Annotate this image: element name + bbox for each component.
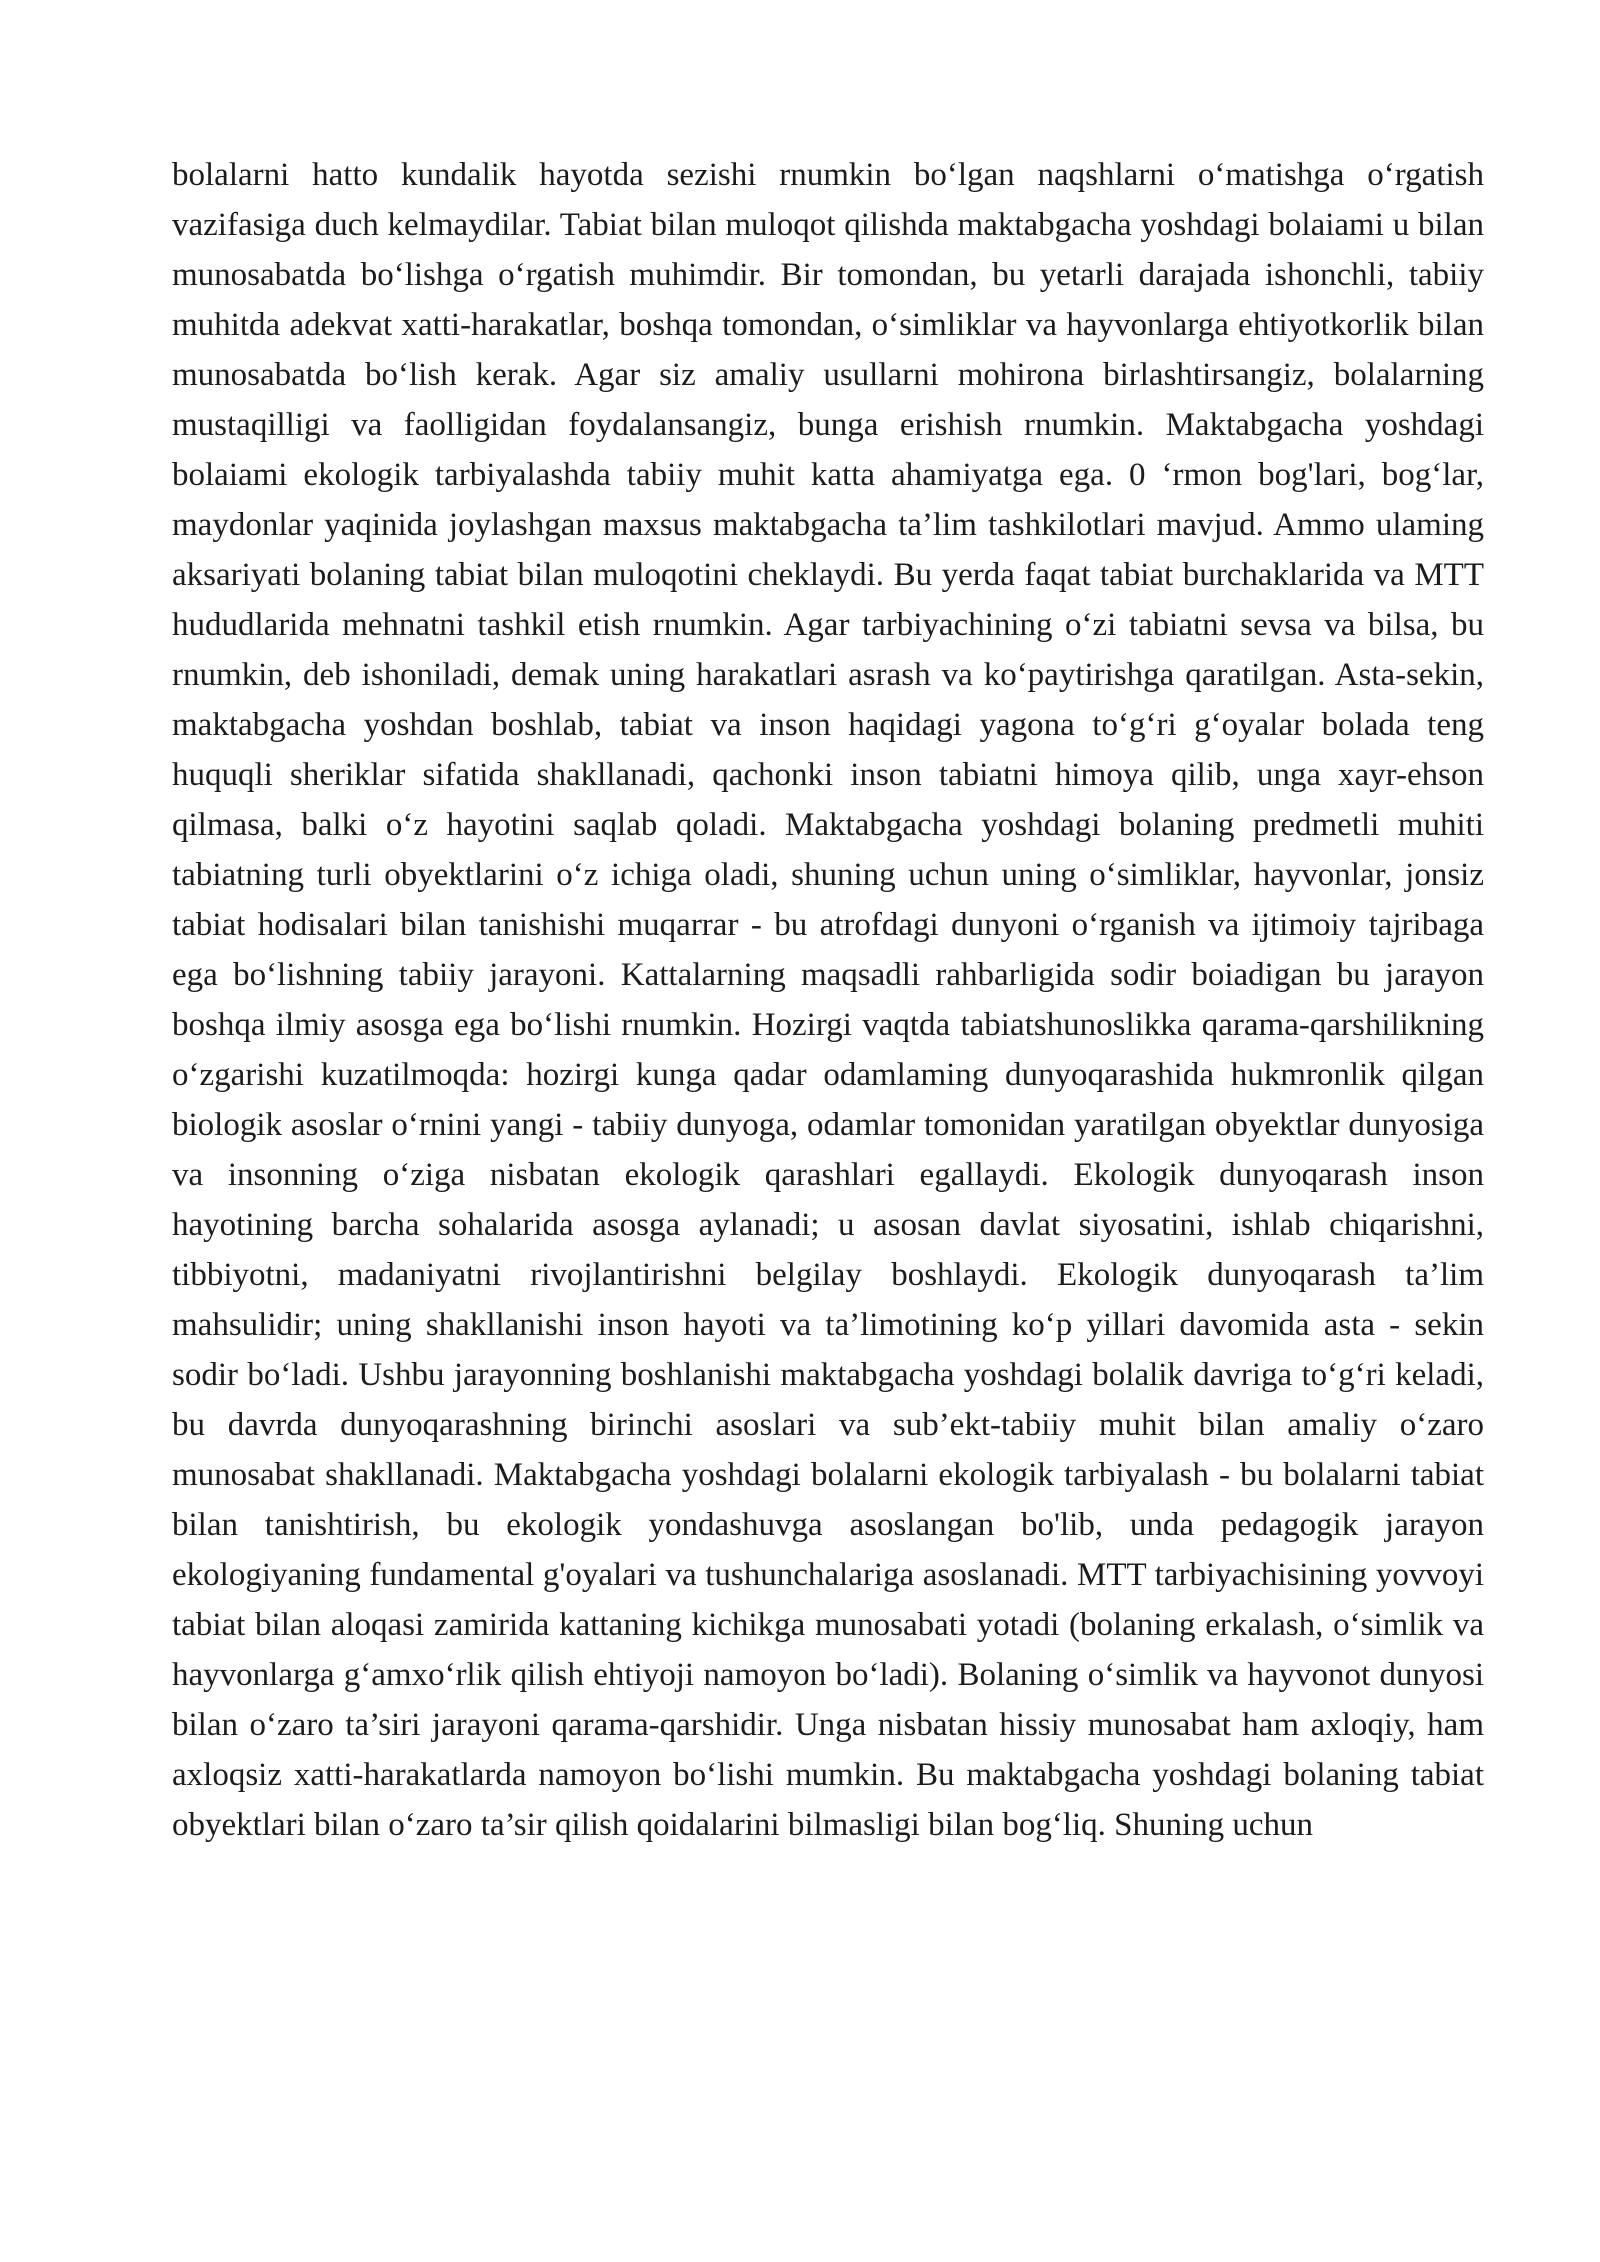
document-page [172,150,1484,1850]
body-paragraph: bolalarni hatto kundalik hayotda sezishi rnumkin bo‘lgan naqshlarni o‘matishga o‘rgatish vazifasiga duch kelmaydilar. Tabiat bilan muloqot qilishda maktabgacha yoshdagi bolaiami u bilan munosabatda bo‘lishga o‘rgatish muhimdir. Bir tomondan, bu yetarli darajada ishonchli, tabiiy muhitda adekvat xatti-harakatlar, boshqa tomondan, o‘simliklar va hayvonlarga ehtiyotkorlik bilan munosabatda bo‘lish kerak. Agar siz amaliy usullarni mohirona birlashtirsangiz, bolalarning mustaqilligi va faolligidan foydalansangiz, bunga erishish rnumkin. Maktabgacha yoshdagi bolaiami ekologik tarbiyalashda tabiiy muhit katta ahamiyatga ega. 0 ‘rmon bog'lari, bog‘lar, maydonlar yaqinida joylashgan maxsus maktabgacha ta’lim tashkilotlari mavjud. Ammo ulaming aksariyati bolaning tabiat bilan muloqotini cheklaydi. Bu yerda faqat tabiat burchaklarida va MTT hududlarida mehnatni tashkil etish rnumkin. Agar tarbiyachining o‘zi tabiatni sevsa va bilsa, bu rnumkin, deb ishoniladi, demak uning harakatlari asrash va ko‘paytirishga qaratilgan. Asta-sekin, maktabgacha yoshdan boshlab, tabiat va inson haqidagi yagona to‘g‘ri g‘oyalar bolada teng huquqli sheriklar sifatida shakllanadi, qachonki inson tabiatni himoya qilib, unga xayr-ehson qilmasa, balki o‘z hayotini saqlab qoladi. Maktabgacha yoshdagi bolaning predmetli muhiti tabiatning turli obyektlarini o‘z ichiga oladi, shuning uchun uning o‘simliklar, hayvonlar, jonsiz tabiat hodisalari bilan tanishishi muqarrar - bu atrofdagi dunyoni o‘rganish va ijtimoiy tajribaga ega bo‘lishning tabiiy jarayoni. Kattalarning maqsadli rahbarligida sodir boiadigan bu jarayon boshqa ilmiy asosga ega bo‘lishi rnumkin. Hozirgi vaqtda tabiatshunoslikka qarama-qarshilikning o‘zgarishi kuzatilmoqda: hozirgi kunga qadar odamlaming dunyoqarashida hukmronlik qilgan biologik asoslar o‘rnini yangi - tabiiy dunyoga, odamlar tomonidan yaratilgan obyektlar dunyosiga va insonning o‘ziga nisbatan ekologik qarashlari egallaydi. Ekologik dunyoqarash inson hayotining barcha sohalarida asosga aylanadi; u asosan davlat siyosatini, ishlab chiqarishni, tibbiyotni, madaniyatni rivojlantirishni belgilay boshlaydi. Ekologik dunyoqarash ta’lim mahsulidir; uning shakllanishi inson hayoti va ta’limotining ko‘p yillari davomida asta - sekin sodir bo‘ladi. Ushbu jarayonning boshlanishi maktabgacha yoshdagi bolalik davriga to‘g‘ri keladi, bu davrda dunyoqarashning birinchi asoslari va sub’ekt-tabiiy muhit bilan amaliy o‘zaro munosabat shakllanadi. Maktabgacha yoshdagi bolalarni ekologik tarbiyalash - bu bolalarni tabiat bilan tanishtirish, bu ekologik yondashuvga asoslangan bo'lib, unda pedagogik jarayon ekologiyaning fundamental g'oyalari va tushunchalariga asoslanadi. MTT tarbiyachisining yovvoyi tabiat bilan aloqasi zamirida kattaning kichikga munosabati yotadi (bolaning erkalash, o‘simlik va hayvonlarga g‘amxo‘rlik qilish ehtiyoji namoyon bo‘ladi). Bolaning o‘simlik va hayvonot dunyosi bilan o‘zaro ta’siri jarayoni qarama-qarshidir. Unga nisbatan hissiy munosabat ham axloqiy, ham axloqsiz xatti-harakatlarda namoyon bo‘lishi mumkin. Bu maktabgacha yoshdagi bolaning tabiat obyektlari bilan o‘zaro ta’sir qilish qoidalarini bilmasligi bilan bog‘liq. Shuning uchun [172,157,1484,1843]
